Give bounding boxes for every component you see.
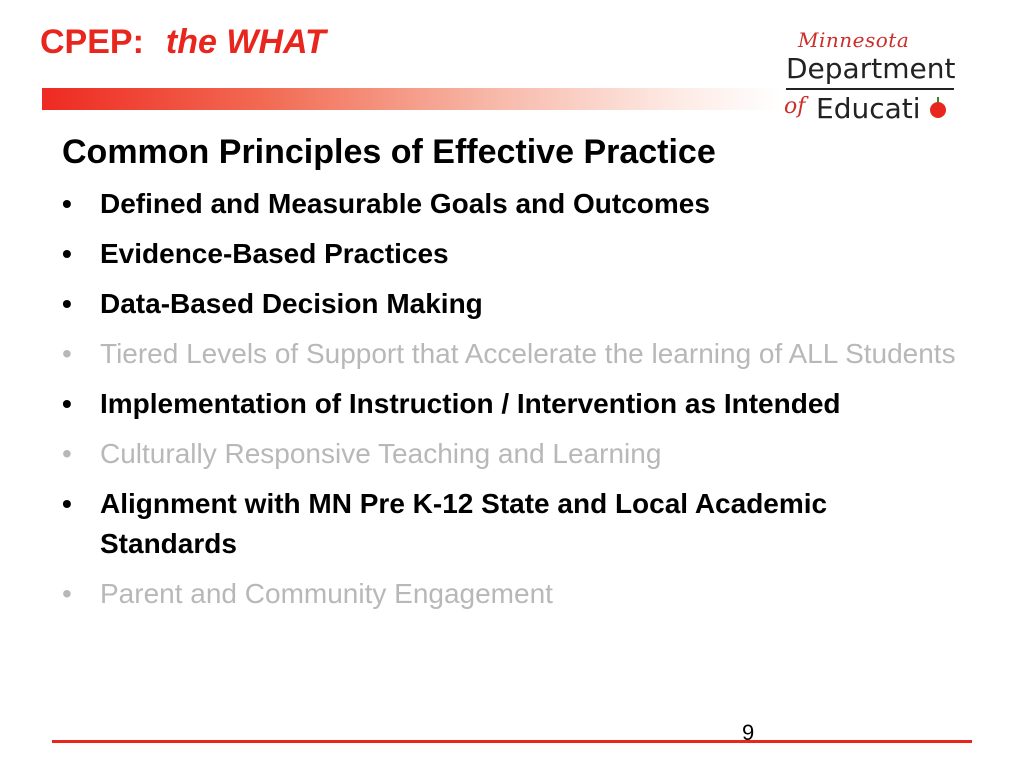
bullet-icon: • bbox=[62, 578, 72, 609]
principle-item bbox=[62, 434, 962, 474]
principles-list bbox=[62, 184, 962, 624]
title-gradient-bar bbox=[42, 88, 782, 110]
bullet-icon: • bbox=[62, 188, 72, 219]
bullet-icon: • bbox=[62, 288, 72, 319]
principle-text: Alignment with MN Pre K-12 State and Local Academic Standards bbox=[100, 488, 828, 559]
principle-text: Evidence-Based Practices bbox=[100, 238, 449, 269]
logo-education-text: Educati bbox=[816, 92, 921, 125]
principle-item bbox=[62, 574, 962, 614]
principle-text: Implementation of Instruction / Intervention as Intended bbox=[100, 388, 841, 419]
content-heading: Common Principles of Effective Practice bbox=[62, 133, 716, 171]
bullet-icon: • bbox=[62, 338, 72, 369]
principle-item bbox=[62, 284, 962, 324]
principle-item bbox=[62, 384, 962, 424]
footer-divider bbox=[52, 740, 972, 743]
principle-text: Culturally Responsive Teaching and Learning bbox=[100, 438, 662, 469]
principle-text: Defined and Measurable Goals and Outcomes bbox=[100, 188, 710, 219]
title-subtitle: the WHAT bbox=[165, 23, 326, 61]
principle-item bbox=[62, 184, 962, 224]
page-number: 9 bbox=[742, 720, 755, 745]
slide-title bbox=[40, 22, 326, 62]
principle-item bbox=[62, 334, 962, 374]
bullet-icon: • bbox=[62, 238, 72, 269]
bullet-icon: • bbox=[62, 488, 72, 519]
principle-text: Data-Based Decision Making bbox=[100, 288, 483, 319]
principle-text: Tiered Levels of Support that Accelerate the learning of ALL Students bbox=[100, 338, 956, 369]
principle-item bbox=[62, 234, 962, 274]
logo-state-script: Minnesota bbox=[798, 28, 910, 52]
principle-item bbox=[62, 484, 962, 564]
apple-icon bbox=[930, 102, 946, 118]
title-prefix: CPEP: bbox=[40, 23, 144, 61]
logo-department-text: Department bbox=[786, 52, 956, 85]
department-of-education-logo bbox=[780, 28, 960, 128]
logo-of-script: of bbox=[784, 94, 806, 119]
principle-text: Parent and Community Engagement bbox=[100, 578, 553, 609]
bullet-icon: • bbox=[62, 388, 72, 419]
logo-underline bbox=[786, 88, 954, 90]
bullet-icon: • bbox=[62, 438, 72, 469]
